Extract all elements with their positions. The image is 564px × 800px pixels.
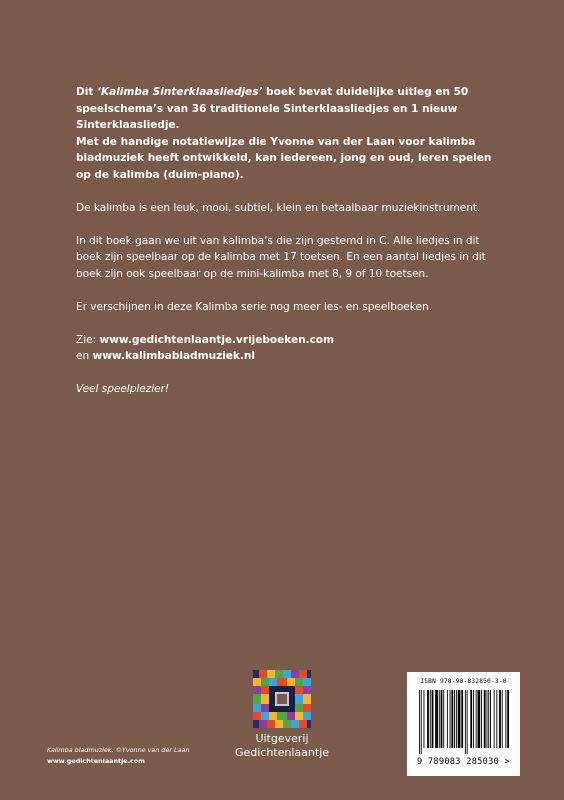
barcode-bar: [494, 690, 495, 748]
barcode-bar: [421, 690, 422, 754]
barcode-bar: [467, 690, 468, 754]
barcode-bar: [502, 690, 503, 748]
see-line: [76, 332, 494, 349]
barcode-bar: [505, 690, 506, 748]
barcode-bar: [507, 690, 509, 748]
closing-line: Veel speelplezier!: [76, 383, 170, 395]
barcode-bar: [470, 690, 472, 748]
barcode-bar: [450, 690, 451, 748]
paragraph-kalimba: De kalimba is een leuk, mooi, subtiel, klein en betaalbaar muziekinstrument.: [76, 201, 481, 214]
publisher-name: [226, 732, 338, 760]
barcode-bar: [481, 690, 482, 748]
credit-line: Kalimba bladmuziek, ©Yvonne van der Laan: [47, 746, 190, 754]
barcode-bar: [487, 690, 488, 748]
barcode-bar: [478, 690, 481, 748]
back-cover-description: [76, 84, 494, 398]
barcode-bar: [424, 690, 425, 748]
barcode-bar: [458, 690, 461, 748]
barcode-bar: [476, 690, 477, 748]
intro-lead: Dit: [76, 86, 97, 98]
barcode-bar: [496, 690, 497, 748]
barcode-bar: [484, 690, 486, 748]
paragraph-notation: Met de handige notatiewijze die Yvonne van der Laan voor kalimba bladmuziek heeft ontwikkeld, kan iedereen, jong en oud, leren spelen op de kalimba (duim-piano).: [76, 135, 492, 181]
barcode-bar: [490, 690, 491, 748]
barcode-bar: [432, 690, 434, 748]
publisher-logo-icon: [253, 670, 311, 728]
barcode-bar: [435, 690, 438, 748]
barcode-digits: 9 789083 285030 >: [416, 757, 511, 767]
barcode-bar: [499, 690, 501, 748]
paragraph-tuning: In dit boek gaan we uit van kalimba’s die zijn gestemd in C. Alle liedjes in dit boek zijn speelbaar op de kalimba met 17 toetsen. En een aantal liedjes in dit boek zijn ook speelbaar op de mini-kalimba met 8, 9 of 10 toetsen.: [76, 234, 486, 280]
link-vrijeboeken[interactable]: www.gedichtenlaantje.vrijeboeken.com: [99, 333, 335, 346]
barcode-bar: [461, 690, 463, 748]
barcode-bar: [473, 690, 474, 748]
barcode-bar: [430, 690, 431, 748]
paragraph-intro: [76, 84, 494, 134]
paragraph-series: Er verschijnen in deze Kalimba serie nog meer les- en speelboeken.: [76, 300, 432, 313]
barcode-bar: [454, 690, 455, 748]
copyright-credit: [47, 745, 190, 767]
and-line: [76, 348, 494, 365]
credit-website: www.gedichtenlaantje.com: [47, 757, 145, 765]
publisher-line-2: Gedichtenlaantje: [234, 746, 330, 759]
see-label: Zie:: [76, 333, 100, 346]
barcode-bar: [451, 690, 453, 748]
barcode-bar: [447, 690, 448, 748]
barcode-bar: [427, 690, 429, 748]
intro-text: boek bevat duidelijke uitleg en 50 speelschema’s van 36 traditionele Sinterklaasliedjes en 1 nieuw Sinterklaasliedje.: [76, 86, 469, 131]
barcode-bars: [417, 690, 510, 754]
barcode-bar: [465, 690, 466, 754]
book-title: ‘Kalimba Sinterklaasliedjes’: [96, 86, 263, 98]
barcode-bar: [488, 690, 489, 748]
publisher-line-1: Uitgeverij: [255, 732, 309, 745]
barcode-bar: [441, 690, 443, 748]
barcode-bar: [456, 690, 457, 748]
isbn-label: ISBN 978-90-832850-3-0: [420, 678, 507, 685]
link-kalimbabladmuziek[interactable]: www.kalimbabladmuziek.nl: [92, 350, 255, 362]
isbn-barcode: [407, 672, 520, 776]
barcode-bar: [443, 690, 444, 748]
barcode-bar: [439, 690, 440, 748]
barcode-bar: [419, 690, 420, 754]
and-label: en: [76, 350, 93, 362]
